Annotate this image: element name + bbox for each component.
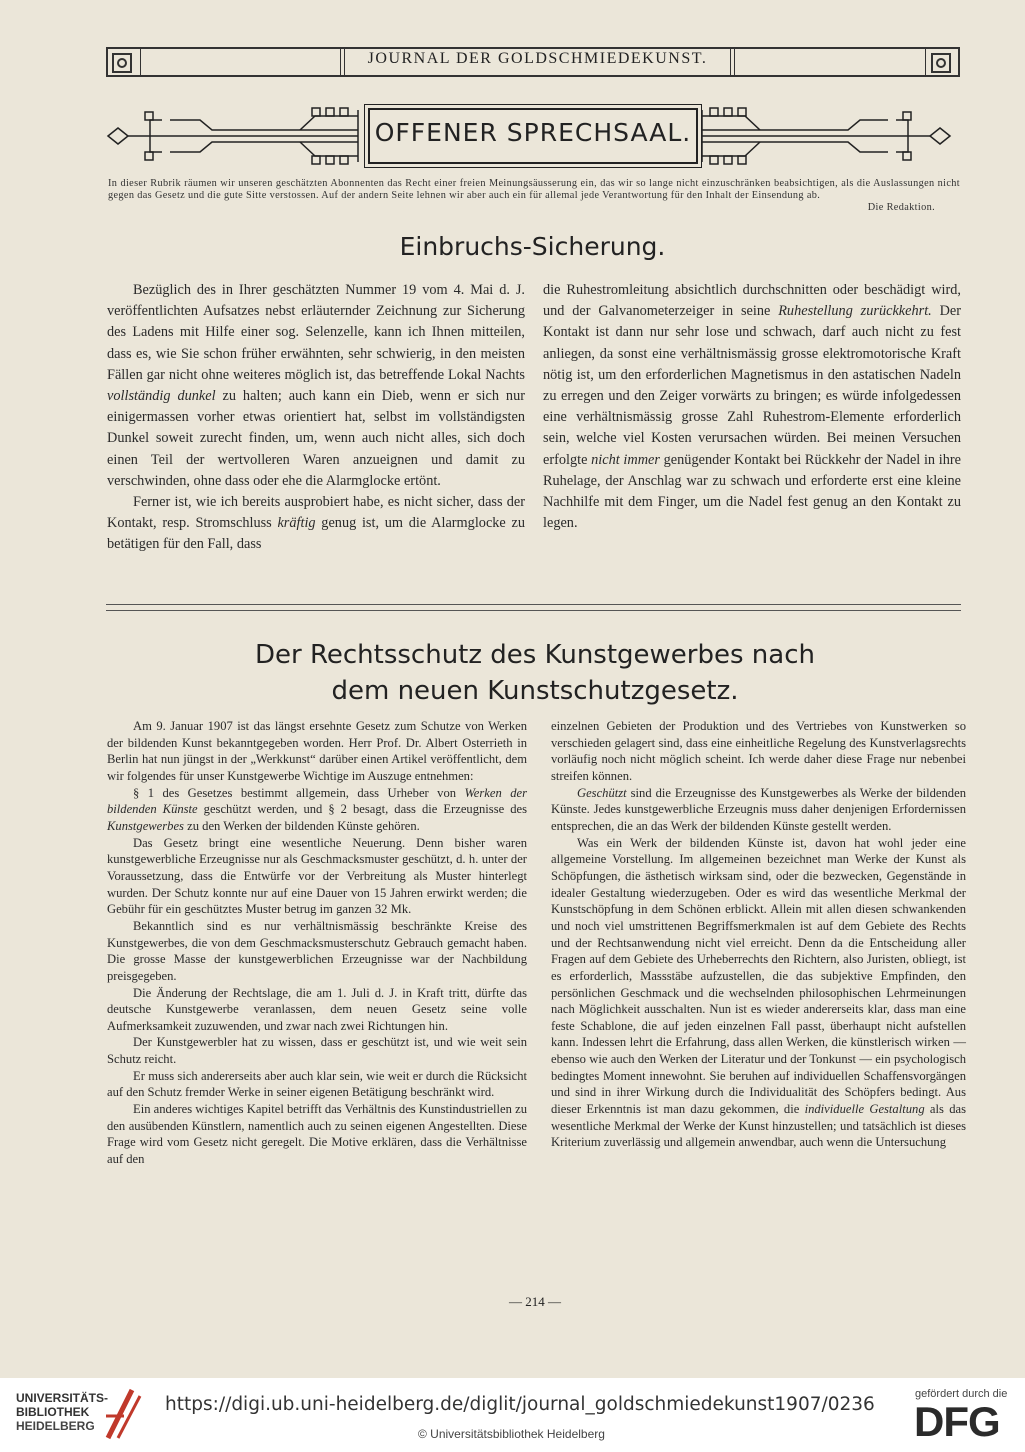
permalink-url[interactable]: https://digi.ub.uni-heidelberg.de/diglit/journal_goldschmiedekunst1907/0236: [165, 1394, 875, 1415]
copyright-notice: © Universitätsbibliothek Heidelberg: [418, 1427, 605, 1441]
article2-column-right: [551, 718, 966, 1151]
header-divider: [140, 48, 141, 76]
paragraph: Das Gesetz bringt eine wesentliche Neuerung. Denn bisher waren kunstgewerbliche Erzeugnisse nur als Geschmacksmuster geschützt, d. h. unter der Voraussetzung, dass die Entwürfe vor der Verbreitung als Muster hinterlegt wurden. Der Schutz konnte nur auf eine Dauer von 15 Jahren erwirkt werden; die Gebühr für ein geschütztes Muster betrug im ganzen 32 Mk.: [107, 835, 527, 917]
article-title-einbruchs-sicherung: Einbruchs-Sicherung.: [399, 232, 666, 261]
library-logo-icon: [102, 1386, 144, 1442]
paragraph: einzelnen Gebieten der Produktion und des Vertriebes von Kunstwerken so verschieden gelagert sind, dass eine einheitliche Regelung des Kunstverlagsrechts vorläufig noch nicht möglich scheint. Ich werde daher diese Frage nur nebenbei streifen können.: [551, 719, 966, 783]
library-name: UNIVERSITÄTS- BIBLIOTHEK HEIDELBERG: [16, 1391, 109, 1433]
paragraph: die Ruhestromleitung absichtlich durchschnitten oder beschädigt wird, und der Galvanometerzeiger in seine Ruhestellung zurückkehrt. Der Kontakt ist dann nur sehr lose und schwach, darf auch nicht zu fest anliegen, da sonst eine verhältnismässig grosse elektromotorische Kraft nötig ist, um den erforderlichen Magnetismus in den astatischen Nadeln zu erregen und den Zeiger vorwärts zu bringen; es würde infolgedessen eine verhältnismässig grosse Zahl Ruhestrom-Elemente erforderlich sein, welche viel Kosten verursachen würden. Bei meinen Versuchen erfolgte nicht immer genügender Kontakt bei Rückkehr der Nadel in ihre Ruhelage, der Anschlag war zu schwach und erforderte erst eine kleine Nachhilfe mit dem Finger, um die Nadel fest genug an den Kontakt zu legen.: [543, 282, 962, 532]
dfg-logo: DFG: [914, 1398, 1000, 1445]
paragraph: Bezüglich des in Ihrer geschätzten Nummer 19 vom 4. Mai d. J. veröffentlichten Aufsatzes nebst erläuternder Zeichnung zur Sicherung des Ladens mit Hilfe einer sog. Selenzelle, kann ich Ihnen mitteilen, dass es, wie Sie schon früher erwähnten, sehr schwierig, in den meisten Fällen gar nicht ohne weiteres möglich ist, das betreffende Lokal Nachts vollständig dunkel zu halten; auch kann ein Dieb, wenn er sich nur einigermassen vorher etwas orientiert hat, selbst im vollständigsten Dunkel soweit zurecht finden, um, wenn auch nicht alles, sich doch einen Teil der wertvolleren Waren anzueignen und damit zu verschwinden, ohne dass oder ehe die Alarmglocke ertönt.: [107, 282, 525, 489]
page-number: — 214 —: [509, 1294, 561, 1309]
article1-column-left: [107, 280, 525, 556]
header-divider: [734, 48, 735, 76]
article-title-line1: Der Rechtsschutz des Kunstgewerbes nach: [255, 640, 815, 670]
paragraph: Bekanntlich sind es nur verhältnismässig beschränkte Kreise des Kunstgewerbes, die von dem Geschmacksmusterschutz Gebrauch gemacht haben. Die grosse Masse der kunstgewerblichen Erzeugnisse war der Nachbildung preisgegeben.: [107, 918, 527, 983]
paragraph: § 1 des Gesetzes bestimmt allgemein, dass Urheber von Werken der bildenden Künste geschützt werden, und § 2 besagt, dass die Erzeugnisse des Kunstgewerbes zu den Werken der bildenden Künste gehören.: [107, 785, 527, 833]
corner-ornament-left: [112, 53, 132, 73]
section-divider: [106, 604, 961, 605]
header-divider: [730, 48, 731, 76]
journal-title: JOURNAL DER GOLDSCHMIEDEKUNST.: [367, 50, 708, 67]
section-title: OFFENER SPRECHSAAL.: [374, 118, 692, 147]
article-title-line2: dem neuen Kunstschutzgesetz.: [331, 676, 739, 706]
paragraph: Der Kunstgewerbler hat zu wissen, dass er geschützt ist, und wie weit sein Schutz reicht.: [107, 1035, 527, 1067]
section-signature: Die Redaktion.: [867, 202, 935, 213]
paragraph: Ferner ist, wie ich bereits ausprobiert habe, es nicht sicher, dass der Kontakt, resp. Stromschluss kräftig genug ist, um die Alarmglocke zu betätigen für den Fall, dass: [107, 494, 525, 553]
paragraph: Die Änderung der Rechtslage, die am 1. Juli d. J. in Kraft tritt, dürfte das deutsche Kunstgewerbe veranlassen, dem neuen Gesetz seine volle Aufmerksamkeit zuzuwenden, und zwar nach zwei Richtungen hin.: [107, 985, 527, 1033]
article1-column-right: [543, 280, 961, 534]
section-intro: In dieser Rubrik räumen wir unseren geschätzten Abonnenten das Recht einer freien Meinungsäusserung ein, das wir so lange nicht einzuschränken beabsichtigen, als die Auslassungen nicht gegen das Gesetz und die gute Sitte verstossen. Auf der andern Seite lehnen wir aber auch ein für allemal jede Verantwortung für den Inhalt der Einsendung ab.: [108, 178, 960, 201]
paragraph: Er muss sich andererseits aber auch klar sein, wie weit er durch die Rücksicht auf den Schutz fremder Werke in seiner eigenen Betätigung beschränkt wird.: [107, 1068, 527, 1100]
sponsor-label: gefördert durch die: [915, 1388, 1008, 1400]
viewer-footer: [0, 1378, 1025, 1452]
article2-column-left: [107, 718, 527, 1168]
header-divider: [925, 48, 926, 76]
header-divider: [340, 48, 341, 76]
section-divider: [106, 610, 961, 611]
paragraph: Was ein Werk der bildenden Künste ist, davon hat wohl jeder eine allgemeine Vorstellung. Im allgemeinen bezeichnet man Werke der Kunst als Schöpfungen, die ästhetisch wirksam sind, oder die bezwecken, Gegenstände in idealer Gestaltung wiederzugeben. Oder es wird das wesentliche Merkmal der Kunstschöpfung in dem Schönen erblickt. Allein mit allen diesen schwankenden und noch viel umstrittenen Begriffsmerkmalen ist auf dem Gebiete des Rechts und der Rechtsanwendung nicht viel erreicht. Denn da die Entscheidung aller Fragen auf dem Gebiete des Urheberrechts den Richtern, also Juristen, obliegt, ist es erforderlich, Massstäbe aufzustellen, die das subjektive Empfinden, den persönlichen Geschmack und die wechselnden philosophischen Lehrmeinungen nach Möglichkeit ausschalten. Nun ist es wieder andererseits klar, dass man eine feste Schablone, die auf jeden einzelnen Fall passt, überhaupt nicht aufstellen kann. Indessen lehrt die Erfahrung, dass allen Werken, die künstlerisch wirken — ebenso wie auch den Werken der Literatur und der Tonkunst — ein psychologisch bedingtes Moment innewohnt. Sie beruhen auf individuellen Schaffensvorgängen und sind in ihrer Wirkung durch die Individualität des Schöpfers bedingt. Aus dieser Erkenntnis ist man dazu gekommen, die individuelle Gestaltung als das wesentliche Merkmal der Werke der Kunst hinzustellen; und tatsächlich ist dieses Kriterium zuverlässig und allgemein anwendbar, auch wenn die Untersuchung: [551, 835, 967, 1150]
paragraph: Ein anderes wichtiges Kapitel betrifft das Verhältnis des Kunstindustriellen zu den ausübenden Künstlern, namentlich auch zu seinen eigenen Angestellten. Diese Frage wird vom Gesetz nicht geregelt. Die Motive erklären, dass die Verhältnisse auf den: [107, 1102, 527, 1167]
corner-ornament-right: [931, 53, 951, 73]
paragraph: Geschützt sind die Erzeugnisse des Kunstgewerbes als Werke der bildenden Künste. Jedes kunstgewerbliche Erzeugnis muss daher denjenigen Erfordernissen entsprechen, die an das Werk der bildenden Künste gestellt werden.: [551, 785, 966, 833]
paragraph: Am 9. Januar 1907 ist das längst ersehnte Gesetz zum Schutze von Werken der bildenden Kunst bekanntgegeben worden. Herr Prof. Dr. Albert Osterrieth in Berlin hat nun jüngst in der „Werkkunst“ darüber einen Artikel veröffentlicht, dem wir folgendes für unser Kunstgewerbe Wichtige im Auszuge entnehmen:: [107, 719, 527, 783]
